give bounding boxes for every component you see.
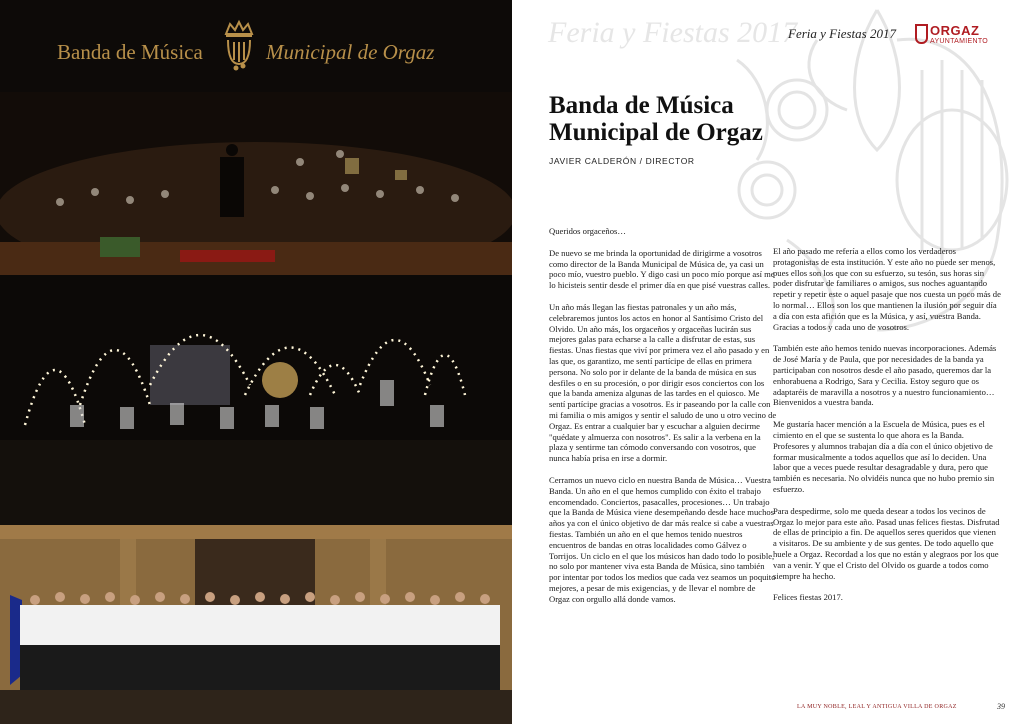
band-group-photo (0, 525, 512, 724)
ghost-section-title: Feria y Fiestas 2017 (548, 16, 798, 49)
paragraph: Cerramos un nuevo ciclo en nuestra Banda de Música… Vuestra Banda. Un año en el que hemos cumplido con éxito el trabajo encomendado. Conciertos, pasacalles, procesiones… Un trabajo que la Banda de Música viene desempeñando desde hace muchos años ya con el único objetivo de dar más realce si cabe a vuestras fiestas. También un año en el que hemos tenido nuestros encuentros de bandas en otras localidades como Gálvez o Torrijos. Un ciclo en el que los músicos han dado todo lo posible, no solo por mantener viva esta Banda de Música, sino también por intentar por todos los medios que cada vez seamos un poquito mejores, a pesar de mis exigencias, y de llevar el nombre de Orgaz con orgullo allá donde vamos. (549, 474, 776, 604)
header-band-name: Banda de Música (57, 40, 203, 64)
article-title (549, 92, 879, 146)
paragraph: Un año más llegan las fiestas patronales y un año más, celebraremos juntos los actos en honor al Santísimo Cristo del Olvido. Un año más, los orgaceños y orgaceñas lucirán sus mejores galas para echarse a la calle a disfrutar de estas, sus fiestas. Unas fiestas que viví por primera vez el año pasado y en las que, os garantizo, me sentí partícipe de ellas en primera persona. No solo por ir delante de la banda de música en sus desfiles o en su procesión, o por dirigir esos conciertos con los que la banda ameniza algunas de las tardes en el quiosco. Me sentí partícipe gracias a vosotros. Es ir paseando por la calle con mi familia o mis amigos y sentir el saludo de uno u otro vecino de Orgaz. Es entrar a cualquier bar y escuchar a alguien decirme "quédate y almuerza con nosotros". Es salir a la verbena en la plaza y sentirme tan cómodo conversando con vosotros, que nunca había prisa en irse a dormir. (549, 301, 777, 464)
right-page (512, 0, 1024, 724)
text-column-1 (549, 226, 777, 616)
article-title-line2: Municipal de Orgaz (549, 119, 763, 146)
paragraph: Felices fiestas 2017. (773, 592, 843, 603)
paragraph: También este año hemos tenido nuevas incorporaciones. Además de José María y de Paula, que por necesidades de la banda ya participaban con nosotros desde el año pasado, queremos dar la enhorabuena a Rodrigo, Sara y Cecilia. Estoy seguro que os adaptaréis de maravilla a nosotros y a nuestro funcionamiento… Bienvenidos a vuestra banda. (773, 343, 997, 408)
header-municipal-name: Municipal de Orgaz (266, 40, 435, 64)
left-page-header (0, 0, 512, 92)
byline: JAVIER CALDERÓN / DIRECTOR (549, 156, 695, 166)
paragraph: Queridos orgaceños… (549, 226, 626, 236)
orgaz-logo-subtitle: AYUNTAMIENTO (930, 38, 989, 45)
paragraph: Para despedirme, solo me queda desear a todos los vecinos de Orgaz lo mejor para este año. Pasad unas felices fiestas. Disfrutad de ellas de principio a fin. De aquellos seres queridos que vienen a visitaros. De su ambiente y de sus gentes. De todo aquello que huele a Orgaz. Recordad a los que no están y alegraos por los que van a venir. Y que el Cristo del Olvido os guarde a todos como siempre ha hecho. (773, 505, 1000, 581)
paragraph: De nuevo se me brinda la oportunidad de dirigirme a vosotros como director de la Banda Municipal de Música de, ya casi un poco mío, vuestro pueblo. Y digo casi un poco mío porque así me lo hicisteis sentir desde el primer día en que pisé vuestras calles. (549, 247, 775, 291)
concert-stage-photo (0, 92, 512, 275)
paragraph: Me gustaría hacer mención a la Escuela de Música, pues es el cimiento en el que se sustenta lo que ahora es la Banda. Profesores y alumnos trabajan día a día con el único objetivo de formar musicalmente a todos aquellos que así lo deciden. Una labor que a veces puede resultar desagradable y dura, pero que también es necesaria. No olvidéis nunca que no hubo premio sin esfuerzo. (773, 419, 995, 494)
text-column-2 (773, 246, 1001, 614)
orgaz-logo-word: ORGAZ (930, 23, 980, 38)
running-title: Feria y Fiestas 2017 (788, 26, 896, 41)
footer-text: LA MUY NOBLE, LEAL Y ANTIGUA VILLA DE ORGAZ (797, 704, 957, 710)
paragraph: El año pasado me refería a ellos como los verdaderos protagonistas de esta institución. Y este año no puede ser menos, pues ellos son los que con su esfuerzo, su tesón, sus horas sin poder disfrutar de familiares o amigos, sus noches aguantando repetir y repetir este o aquel pasaje que nos cuesta un poco más de lo normal… Ellos son los que mantienen la ilusión por seguir día a día con esta afición que es la Música, y así, vuestra Banda. Gracias a todos y cada uno de vosotros. (773, 246, 1001, 332)
article-title-line1: Banda de Música (549, 92, 734, 119)
page-number: 39 (997, 702, 1005, 711)
shield-icon (915, 24, 928, 44)
lyre-crown-icon (218, 18, 260, 72)
night-concert-photo (0, 275, 512, 525)
